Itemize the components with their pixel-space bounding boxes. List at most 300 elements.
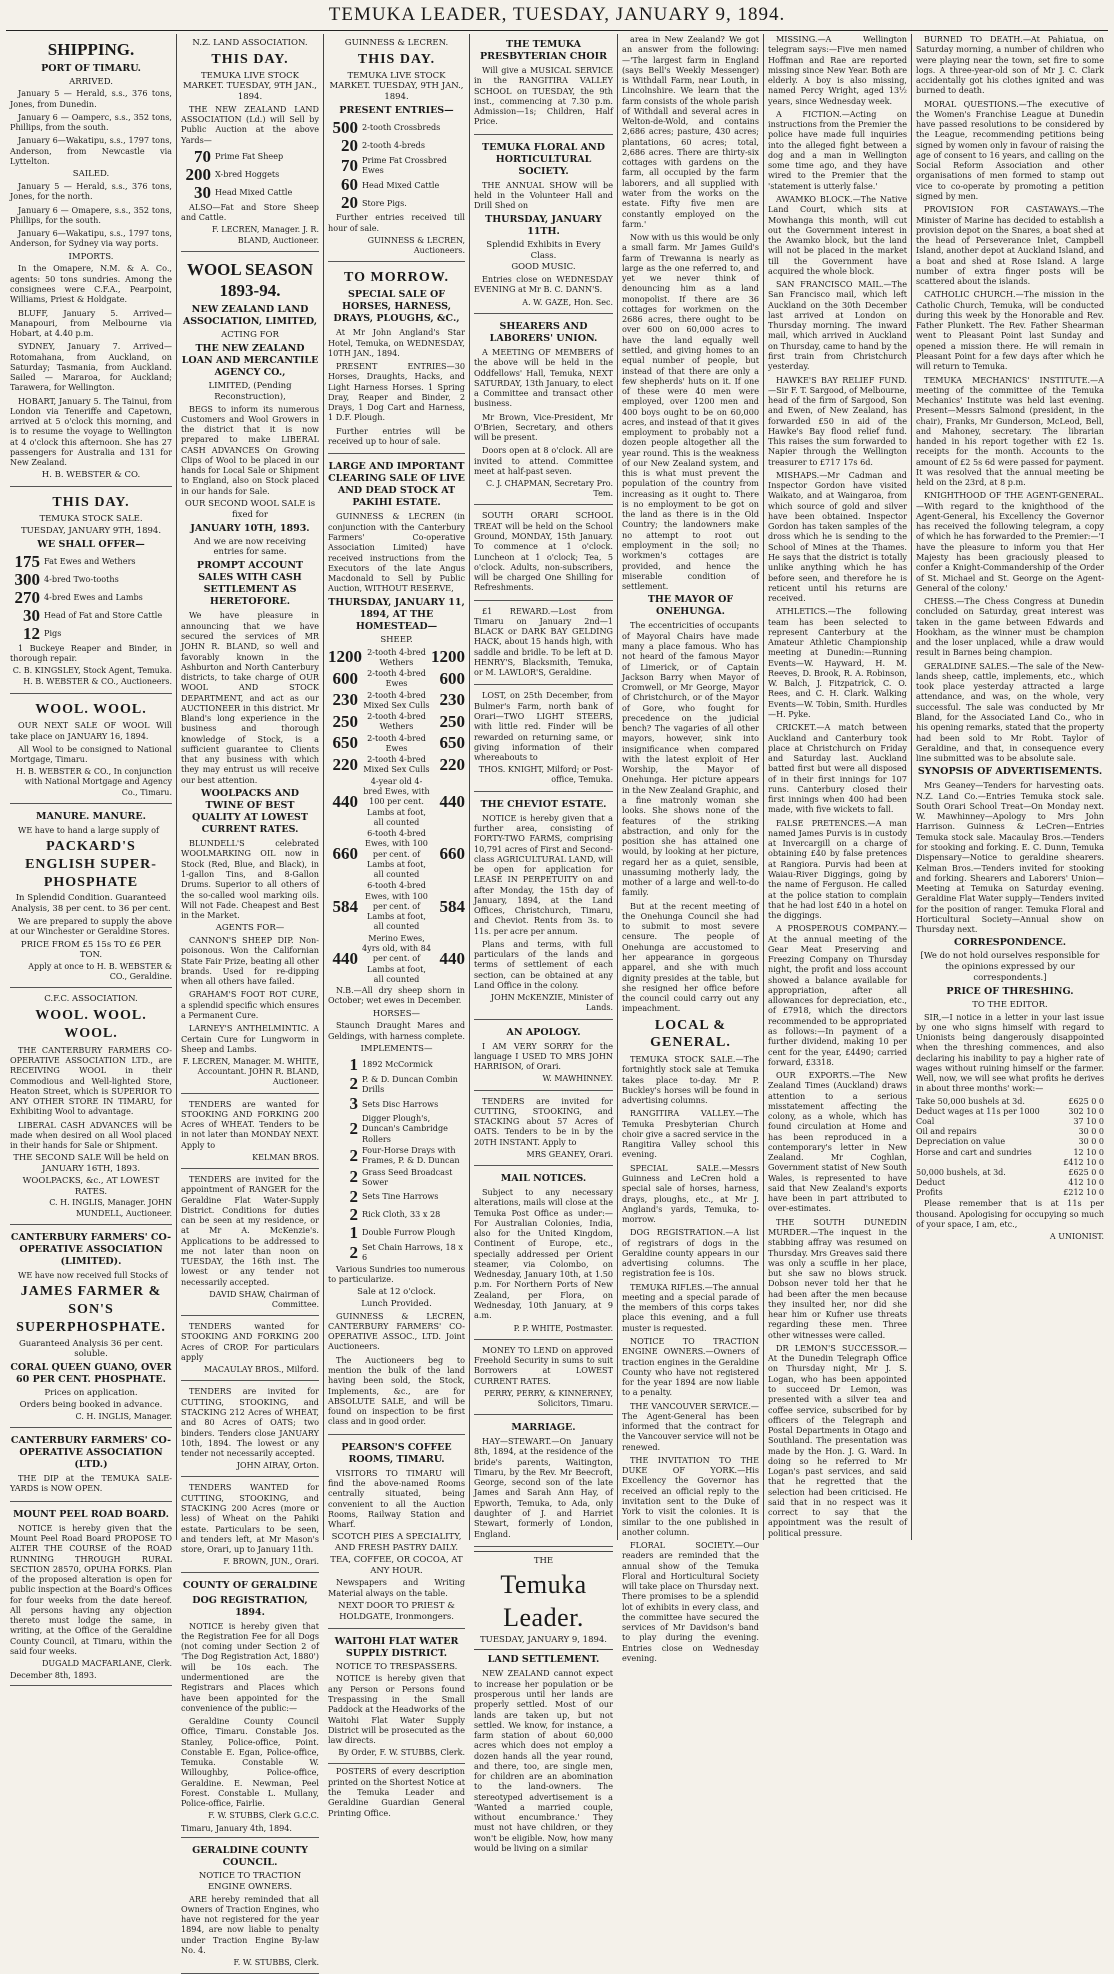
local-item: THE INVITATION TO THE DUKE OF YORK.—His Excellency the Governor has received an official reply to the invitation sent to the Duke of York to visit the colonies. It is similar to the one published in another column. [622,1454,759,1537]
sheep-count-right: 220 [439,754,465,774]
sheep-desc: 2-tooth 4-bred Mixed Sex Culls [363,754,430,775]
floral-ad [474,137,613,314]
tenders-text: TENDERS are invited for CUTTING, STOOKING, and STACKING 212 Acres of WHEAT, and 80 Acres of OATS; two binders. Tenders close JANUARY 10th, 1894. The lowest or any tender not necessarily accepted. [181,1386,319,1459]
offer-row [181,166,319,183]
implement-desc: Sets Tine Harrows [362,1191,439,1202]
implement-list [328,1056,465,1263]
mckenzie-sig: JOHN McKENZIE, Minister of Lands. [490,993,613,1013]
mail-heading: MAIL NOTICES. [500,1173,587,1185]
timaru-date: Timaru, January 4th, 1894. [181,1822,292,1833]
presby-text: Will give a MUSICAL SERVICE in the RANGITIRA VALLEY SCHOOL on TUESDAY, the 9th inst., commencing at 7.30 p.m. Admission—1s; Children, Half Price. [474,65,613,127]
local-item: DOG REGISTRATION.—A list of registrars of dogs in the Geraldine county appears in our advertising columns. The registration fee is 10s. [622,1227,759,1279]
offer-desc: Pigs [44,628,62,639]
limited-text: LIMITED, (Pending Reconstruction), [208,381,292,402]
sailed-label: SAILED. [72,169,110,180]
port-heading: PORT OF TIMARU. [41,62,141,74]
threshing-heading: PRICE OF THRESHING. [946,985,1074,997]
lost-ad [474,687,613,791]
cheviot-ad [474,794,613,1020]
webster-sig: H. B. WEBSTER & CO. [41,470,141,481]
brown-text: Mr Brown, Vice-President, Mr O'Brien, Secretary, and others will be present. [474,411,613,443]
traction-heading: NOTICE TO TRACTION ENGINE OWNERS. [198,1870,302,1892]
tenders-text: TENDERS are invited for the appointment of RANGER for the Geraldine Flat Water-Supply District. Conditions for duties can be seen at my residence, or at Mr A. McKenzie's. Applications to be addressed to me not later than noon on TUESDAY, the 16th inst. The lowest or any tender not necessarily accepted. [181,1173,319,1287]
sheep-count-right: 440 [439,791,465,811]
posters-text: POSTERS of every description printed on the Shortest Notice at the Temuka Leader and Geraldine Guardian General Printing Office. [328,1766,465,1818]
offer-row [10,589,172,606]
tenders-text: TENDERS WANTED for CUTTING, STOOKING, and STACKING 200 Acres (more or less) of Wheat on the Pahiki estate. Particulars to be seen, and tenders left, at Mr Mason's store, Orari, up to January 11th. [181,1482,319,1555]
masthead-rule [6,30,1108,31]
entry-row [328,119,465,136]
traction-ad [181,1840,319,1974]
dip-text: THE DIP at the TEMUKA SALE-YARDS is NOW OPEN. [10,1473,172,1494]
present-entries: PRESENT ENTRIES— [339,104,454,116]
tenders-ad [181,1171,319,1316]
sheep-row [328,711,465,732]
corr-note: [We do not hold ourselves responsible for the opinions expressed by our correspondents.] [920,951,1100,983]
perry-sig: PERRY, PERRY, & KINNERNEY, Solicitors, Timaru. [483,1388,613,1408]
implement-row [328,1056,465,1073]
sheep-row [328,733,465,754]
thursday-heading: THURSDAY, JANUARY 11TH. [485,213,602,237]
trespass-text: NOTICE is hereby given that any Person or Persons found Trespassing in the Small Paddock at the Headworks of the Waitohi Flat Water Supply District will be prosecuted as the law directs. [328,1673,465,1746]
offer-count: 12 [23,623,40,643]
sale-date: TUESDAY, JANUARY 9TH, 1894. [20,525,162,536]
tenders-ad [181,1479,319,1573]
further2-text: Further entries will be received up to hour of sale. [328,425,465,446]
arrived-label: ARRIVED. [69,76,113,87]
wool-season-heading: WOOL SEASON 1893-94. [186,259,314,301]
dip-ad [10,1430,172,1502]
sailed-item: January 6 — Omapere, s.s., 352 tons, Phillips, for the south. [10,204,172,225]
sheep-count: 440 [332,791,358,811]
masthead: TEMUKA LEADER, TUESDAY, JANUARY 9, 1894. [328,4,786,25]
cfc-heading: C.F.C. ASSOCIATION. [44,994,138,1005]
further-text: Further entries received till hour of sale. [328,212,465,233]
offer-count: 300 [14,569,40,589]
sheep-count: 600 [332,668,358,688]
sheep-count-right: 660 [439,844,465,864]
packard-sub: In Splendid Condition. Guaranteed Analysis, 38 per cent. to 36 per cent. [11,893,171,915]
mayor-text: But at the recent meeting of the Onehunga Council she had to submit to most severe censure. The people of Onehunga are accustomed to her appearance in gorgeous apparel, and she with much dignity presides at the table, but she resigned her office before the council could carry out any impeachment. [622,900,759,1014]
money-ad [474,1342,613,1415]
implement-row [328,1074,465,1095]
unionist-sig: A UNIONIST. [1049,1232,1104,1242]
news-item: OUR EXPORTS.—The New Zealand Times (Auckland) draws attention to a serious misstatement affecting the colony, as a whole, which has found circulation at Home and has been reproduced in a contemporary's letter in New Zealand. Mr Coghlan, Government statist of New South Wales, is represented to have said that New Zealand's exports have been in part attributed to over-estimates. [768,1070,907,1214]
price-row [916,1107,1104,1117]
entry-desc: Prime Fat Crossbred Ewes [362,154,447,176]
price-label: Coal [916,1117,935,1127]
tea: TEA, COFFEE, OR COCOA, AT ANY HOUR. [330,1554,463,1576]
entry-desc: 2-tooth Crossbreds [362,122,441,133]
sheep-row [328,828,465,879]
offer-row [10,571,172,588]
sheep-desc: 2-tooth 4-bred Wethers [367,646,426,667]
packard-apply: Apply at once to H. B. WEBSTER & CO., Geraldine. [28,962,172,982]
price-value: £625 0 0 [1068,1096,1104,1106]
implement-row [328,1095,465,1112]
offer-row [10,607,172,624]
nz-text: THE NEW ZEALAND LAND ASSOCIATION (Ld.) will Sell by Public Auction at the above Yards— [181,103,319,145]
packard-heading: PACKARD'S ENGLISH SUPER-PHOSPHATE [25,839,157,890]
music: GOOD MUSIC. [511,262,576,273]
price-value: 412 10 0 [1068,1178,1104,1187]
shipping-section [10,34,172,487]
sheep-row [328,647,465,668]
sailed-item: January 5 — Herald, s.s., 376 tons, Jones, for the north. [10,181,172,202]
sheep-row [328,754,465,775]
nz-loan-heading: THE NEW ZEALAND LOAN AND MERCANTILE AGENCY CO., [181,342,319,378]
newspapers-text: Newspapers and Writing Material always on the table. [328,1577,465,1598]
chapman-sig: C. J. CHAPMAN, Secretary Pro. Tem. [486,479,613,499]
kelman-sig: KELMAN BROS. [252,1152,319,1162]
pleasure-text: We have pleasure in announcing that we have secured the services of MR JOHN R. BLAND, so well and favorably known in the Ashburton and North Canterbury districts, to take charge of OUR WOOL AND STOCK DEPARTMENT, and act as our AUCTIONEER in this district. Mr Bland's long experience in the business and thorough knowledge of Stock, is a sufficient guarantee to Clients that any business with which they may entrust us will receive our best attention. [181,610,319,785]
knight-sig: THOS. KNIGHT, Milford; or Post-office, Temuka. [478,765,613,785]
this-day-heading: THIS DAY. [52,495,130,511]
airay-sig: JOHN AIRAY, Orton. [236,1461,319,1471]
news-item: CHESS.—The Chess Congress at Dunedin concluded on Saturday, great interest was taken in the game between Edwards and Hookham, as the winner must be champion and the loser unplaced, while a draw would result in Barnes being champion. [916,596,1104,658]
sheep-desc: 6-tooth 4-bred Ewes, with 100 per cent. of Lambs at foot, all counted [365,880,428,932]
nz-land-ad [181,34,319,252]
sheep-count-right: 650 [439,733,465,753]
sundries-text: Various Sundries too numerous to particularize. [328,1263,465,1284]
imports-text: In the Omapere, N.M. & A. Co., agents: 50 tons sundries. Among the consignees were C.F.A., Pearpoint, Williams, Priest & Holdgate. [10,263,172,305]
price-row [916,1127,1104,1137]
offer-desc: 4-bred Two-tooths [44,574,119,585]
imports-label: IMPORTS. [68,251,114,262]
price-row [916,1178,1104,1188]
entry-count: 70 [341,155,358,175]
sheep-count: 440 [332,948,358,968]
county-heading: COUNTY OF GERALDINE [182,1580,318,1592]
ccfa-ad [10,1227,172,1428]
sheep-desc: 4-year old 4-bred Ewes, with 100 per cent. Lambs at foot, all counted [363,775,430,827]
offer-row [10,625,172,642]
sheep-count: 250 [332,711,358,731]
floral-heading: TEMUKA FLORAL AND HORTICULTURAL SOCIETY. [482,141,605,177]
this-day-heading: THIS DAY. [211,51,289,67]
local-item: RANGITIRA VALLEY.—The Temuka Presbyterian Church choir give a sacred service in the Rangitira Valley school this evening. [622,1108,759,1160]
by-order-sig: By Order, F. W. STUBBS, Clerk. [338,1748,465,1758]
tenders-ad [181,1318,319,1381]
offer-count: 70 [194,146,211,166]
profits-value: £212 10 0 [1063,1188,1104,1198]
price-row [916,1137,1104,1147]
correspondence-heading: CORRESPONDENCE. [953,937,1067,949]
offer-desc: Head of Fat and Store Cattle [44,610,163,621]
sheep-count: 584 [332,896,358,916]
stock-sale-heading: TEMUKA STOCK SALE. [39,514,143,525]
offer-row [181,184,319,201]
guinness-heading: GUINNESS & LECREN. [344,38,449,48]
offer-desc: Fat Ewes and Wethers [44,556,136,567]
traction-text: ARE hereby reminded that all Owners of Traction Engines, who have not registered for the year 1894, are now liable to penalty under Traction Engine By-law No. 4. [181,1893,319,1955]
implement-row [328,1113,465,1144]
entry-count: 500 [332,117,358,137]
manure-text: WE have to hand a large supply of [18,824,160,835]
sheep-desc: 6-tooth 4-bred Ewes, with 100 per cent. of Lambs at foot, all counted [365,828,428,880]
implement-desc: Grass Seed Broadcast Sower [362,1166,453,1187]
webster-auct-sig: H. B. WEBSTER & CO., Auctioneers. [23,677,172,687]
offer-count: 30 [23,605,40,625]
implement-desc: Double Furrow Plough [362,1227,456,1238]
hobart-text: HOBART, January 5. The Tainui, from London via Teneriffe and Capetown, arrived at 5 o'clock this morning, and is to resume the voyage to Wellington at 4 o'clock this afternoon. She has 27 passengers for Australia and 131 for New Zealand. [10,395,172,468]
implement-count: 2 [349,1119,358,1139]
price-row [916,1117,1104,1127]
sheep-desc: Merino Ewes, 4yrs old, with 84 per cent. of Lambs at foot, all counted [362,932,431,984]
this-day-heading: THIS DAY. [357,51,436,67]
price-value: 30 0 0 [1078,1127,1104,1137]
to-editor: TO THE EDITOR. [972,999,1048,1010]
price-value: £625 0 0 [1068,1167,1104,1177]
kingsley-sig: C. B. KINGSLEY, Stock Agent, Temuka. [12,666,172,676]
entry-row [328,176,465,193]
implement-row [328,1188,465,1205]
apology-ad [474,1022,613,1091]
price-label: Horse and cart and sundries [916,1147,1032,1157]
shaw-sig: DAVID SHAW, Chairman of Committee. [209,1289,319,1310]
offer-row [181,148,319,165]
price-row [916,1148,1104,1158]
nzla-heading: NEW ZEALAND LAND ASSOCIATION, LIMITED, [182,303,318,328]
sailed-item: January 6—Wakatipu, s.s., 1797 tons, Anderson, for Sydney via way ports. [10,228,172,249]
profits-label: Profits [916,1188,943,1198]
presby-heading: THE TEMUKA PRESBYTERIAN CHOIR [480,39,607,63]
price-value: 12 10 0 [1073,1147,1104,1157]
article-para: Now with us this would be only a small farm. Mr James Guild's farm of Trewanna is nearly as large as the one referred to, and yet we never think of denouncing him as a land monopolist. If there are 36 cottages for workmen on the 2686 acres, there ought to be over 600 on 60,000 acres to have the land equally well settled, and giving homes to an equal number of people, but instead of that there are only a few shepherds' huts on it. If one of these were 40 men were employed, over 1200 men and 400 boys ought to be on 60,000 acres, and instead of that it gives employment to probably not a dozen people altogether all the year round. This is the weakness of our New Zealand system, and this is what must prevent the population of the country from increasing as it ought to. There is no employment to be got on the land as there is in the Old Country; the landowners make no attempt to root out employment in the soil; no workmen's cottages are provided, and hence the miserable condition of settlement. [622,232,759,592]
liberal-text: LIBERAL CASH ADVANCES will be made when desired on all Wool placed in their hands for Sale or Shipment. [10,1119,172,1151]
offer-desc: X-bred Hoggets [215,169,280,180]
implement-count: 3 [349,1094,358,1114]
implement-row [328,1242,465,1263]
sheep-row [328,933,465,984]
arrived-item: January 5 — Herald, s.s., 376 tons, Jones, from Dunedin. [10,88,172,109]
offer-desc: Head Mixed Cattle [215,187,293,198]
wool-sale-text: OUR NEXT SALE OF WOOL Will take place on JANUARY 16, 1894. [10,720,172,741]
entry-row [328,194,465,211]
stubbs-sig: F. W. STUBBS, Clerk G.C.C. [208,1811,319,1821]
south-orari-text: SOUTH ORARI SCHOOL TREAT will be held on the School Ground, MONDAY, 15th January. To commence at 1 o'clock. Luncheon at 1 o'clock; Tea, 5 o'clock. Adults, non-subscribers, will be charged One Shilling for Refreshments. [474,510,613,593]
mail-ad [474,1168,613,1340]
cheviot-text: NOTICE is hereby given that a further area, consisting of FORTY-TWO FARMS, comprising 10,791 acres of First and Second-class AGRICULTURAL LAND, will be open for application for LEASE IN PERPETUITY on and after Monday, the 15th day of January, 1894, at the Land Offices, Christchurch, Timaru, and Cheviot. Rents from 3s. to 11s. per acre per annum. [474,812,613,936]
ccfa-guar: Guaranteed Analysis 36 per cent. soluble. [18,1338,164,1360]
news-item: THE SOUTH DUNEDIN MURDER.—The inquest in the stabbing affray was resumed on Thursday. Mrs Greaves said there was only a scuffle in her place, but she saw no blows struck. Dobson never told her that he had been after the men because they insulted her, nor did she hear him or Kufner use threats regarding these men. Three other witnesses were called. [768,1216,907,1340]
apology-heading: AN APOLOGY. [506,1026,581,1038]
geaney-ad [474,1093,613,1166]
sheep-count: 230 [332,690,358,710]
local-item: TEMUKA STOCK SALE.—The fortnightly stock sale at Temuka takes place to-day. Mr P. Buckley's horses will be found in advertising columns. [622,1054,759,1106]
receiving: And we are now receiving entries for same. [193,536,307,558]
doors-text: Doors open at 8 o'clock. All are invited to attend. Committee meet at half-past seven. [474,445,613,476]
implement-desc: 1892 McCormick [362,1059,433,1070]
column-3 [323,34,469,1818]
inglis-sig: C. H. INGLIS, Manager. JOHN MUNDELL, Auctioneer. [49,1198,172,1218]
implement-count: 2 [349,1167,358,1187]
leader-title-box [474,1551,613,1651]
graham-text: GRAHAM'S FOOT ROT CURE, a splendid specific which ensures a Permanent Cure. [181,989,319,1020]
sheep-count: 1200 [328,647,362,667]
news-item: PROVISION FOR CASTAWAYS.—The Minister of Marine has decided to establish a provision depot on the Snares, a boat shed at the head of Perseverance Inlet, Campbell Island, another depot at Auckland Island, and a boat and shed at Rose Island. A large number of extra finger posts will be scattered about the islands. [916,204,1104,287]
implement-desc: Digger Plough's, Duncan's Cambridge Rollers [362,1113,448,1144]
news-item: BURNED TO DEATH.—At Pahiatua, on Saturday morning, a number of children who were playing near the town, set fire to some logs. A three-year-old son of Mr J. C. Clark accidentally got his clothes ignited and was burned to death. [916,34,1104,96]
price-label: Deduct wages at 11s per 1000 [916,1106,1040,1116]
gl-text: GUINNESS & LECREN (in conjunction with the Canterbury Farmers' Co-operative Association Limited) have received instructions from the Executors of the late Angus Macdonald to Sell by Public Auction, WITHOUT RESERVE, [328,511,465,594]
cheviot-plans: Plans and terms, with full particulars of the lands and terms of settlement of each section, can be obtained at any Land Office in the colony. [474,938,613,990]
visitors-text: VISITORS TO TIMARU will find the above-named Rooms centrally situated, being convenient to all the Auction Rooms, Railway Station and Wharf. [328,1467,465,1530]
synopsis-text: Mrs Geaney—Tenders for harvesting oats. N.Z. Land Co.—Entries Temuka stock sale. South Orari School Treat—On Monday next. W. Mawhinney—Apology to Mrs John Harrison. Guinness & LeCren—Entries Temuka stock sale. Macaulay Bros.—Tenders for stooking and forking. E. C. Dunn, Temuka Dispensary—Notice to geraldine shearers. Kelman Bros.—Tenders invited for stooking and forking. Shearers and Laborers' Union—Meeting at Temuka on Saturday evening. Geraldine Flat Water supply—Tenders invited for the position of ranger. Temuka Floral and Horticultural Society—Annual show on Thursday next. [916,780,1104,935]
nz-land-heading: N.Z. LAND ASSOCIATION. [192,38,308,48]
price-label: Depreciation on value [916,1137,1006,1147]
local-item: THE VANCOUVER SERVICE.—The Agent-General has been informed that the contract for the Vancouver service will not be renewed. [622,1400,759,1452]
reward-ad [474,603,613,686]
marriage-ad [474,1417,613,1547]
packard-text: We are prepared to supply the above at our Winchester or Geraldine Stores. [10,915,172,937]
news-item: TEMUKA MECHANICS' INSTITUTE.—A meeting of the committee of the Temuka Mechanics' Institute was held last evening. Present—Messrs Salmond (president, in the chair), Franks, Mr Gunderson, McLeod, Bell, and Mahoney, secretary. The librarian handed in his report together with £2 1s. receipts for the month. Accounts to the amount of £2 5s 6d were passed for payment. It was resolved that the annual meeting be held on the 23rd, at 8 p.m. [916,374,1104,488]
offer-desc: 4-bred Ewes and Lambs [44,592,143,603]
news-item: MORAL QUESTIONS.—The executive of the Women's Franchise League at Dunedin have passed resolutions to be considered by the League, recommending petitions being signed by women only in favour of raising the age of consent to 16 years, and calling on the Social Reform Association and other organisations of men formed to stamp out vice to co-operate by promoting a petition signed by men. [916,98,1104,201]
joint-text: GUINNESS & LECREN, CANTERBURY FARMERS' CO-OPERATIVE ASSOC., LTD. Joint Auctioneers. [328,1310,465,1352]
news-item: SAN FRANCISCO MAIL.—The San Francisco mail, which left Auckland on the 30th December last arrived at London on Thursday morning. The inward mail, which arrived in Auckland on Thursday, came to hand by the first train from Christchurch yesterday. [768,279,907,372]
entry-row [328,137,465,154]
large-sale-heading: LARGE AND IMPORTANT CLEARING SALE OF LIVE AND DEAD STOCK AT PAKIHI ESTATE. [328,461,465,509]
sheep-count-right: 1200 [431,647,465,667]
leader-title: Temuka Leader. [500,1569,587,1632]
news-item: GERALDINE SALES.—The sale of the New-lands sheep, cattle, implements, etc., which took place yesterday attracted a large attendance, and was, on the whole, very successful. The sale was conducted by Mr Bland, for the Associated Land Co., who in his opening remarks, stated that the property had been sold to Mr Robt. Taylor of Geraldine, and that, in consequence every line submitted was to be absolute sale. [916,660,1104,764]
dec-date: December 8th, 1893. [10,1670,97,1681]
local-item: NOTICE TO TRACTION ENGINE OWNERS.—Owners of traction engines in the Geraldine County who have not registered for the year 1894 are now liable to a penalty. [622,1336,759,1398]
macfarlane-sig: DUGALD MACFARLANE, Clerk. [42,1659,172,1669]
we-shall-offer: WE SHALL OFFER— [37,538,145,550]
gaze-sig: A. W. GAZE, Hon. Sec. [522,297,613,307]
dog-registration-ad [181,1575,319,1837]
offer-count: 30 [194,182,211,202]
tenders-ad [181,1096,319,1169]
mail-text: Subject to any necessary alterations, mails will close at the Temuka Post Office as under:—For Australian Colonies, India, also for the United Kingdom, Continent of Europe, etc., specially addressed per Orient steamer, via Colombo, on Wednesday, January 10th, at 1.50 p.m. For Northern Ports of New Zealand, per Flora, on Wednesday, 10th January, at 9 a.m. [474,1187,613,1321]
tenders-text: TENDERS are wanted for STOOKING AND FORKING 200 Acres of WHEAT. Tenders to be in not later than MONDAY NEXT. Apply to [181,1098,319,1150]
price-value: 30 0 0 [1078,1137,1104,1147]
entries-text: Entries close on WEDNESDAY EVENING at Mr B. C. DANN'S. [474,274,613,295]
white-sig: P. P. WHITE, Postmaster. [513,1323,613,1333]
sheep-row [328,776,465,827]
mount-peel-ad [10,1504,172,1686]
bluff-text: BLUFF, January 5. Arrived—Manapouri, from Melbourne via Hobart, at 4.40 p.m. [10,307,172,339]
marriage-text: HAY—STEWART.—On January 8th, 1894, at the residence of the bride's parents, Waitington, Timaru, by the Rev. Mr Beecroft, George, second son of the late James and Sarah Ann Hay, of Epworth, Temuka, to Ada, only daughter of J. and Harriet Stewart, formerly of London, England. [474,1436,613,1539]
letter-text: SIR,—I notice in a letter in your last issue by one who signs himself with regard to Unionists being dangerously disappointed when the threshing commences, and also declaring his inability to pay a higher rate of wages without ruining himself or the farmer. Well, now, we will see what profits he derives in about three months' work:— [916,1011,1104,1094]
closing-text: Please remember that is at 11s per thousand. Apologising for occupying so much of your space, I am, etc., [916,1198,1104,1229]
tlsm: TEMUKA LIVE STOCK MARKET. TUESDAY, 9TH JAN., 1894. [182,70,318,103]
tenders-text: TENDERS wanted for STOOKING AND FORKING 200 Acres of CROP. For particulars apply [181,1321,319,1363]
implements-label: IMPLEMENTS— [360,1043,433,1054]
tlsm: TEMUKA LIVE STOCK MARKET. TUESDAY, 9TH JAN., 1894. [329,70,464,103]
sheep-list [328,647,465,985]
prompt-heading: PROMPT ACCOUNT SALES WITH CASH SETTLEMENT AS HERETOFORE. [196,560,304,608]
sheep-row [328,668,465,689]
our-second: OUR SECOND WOOL SALE is fixed for [184,499,316,520]
gcc-heading: GERALDINE COUNTY COUNCIL. [192,1844,308,1868]
sheep-count-right: 230 [439,690,465,710]
local-general-heading: LOCAL & GENERAL. [650,1017,731,1051]
lost-text: LOST, on 25th December, from Bulmer's Farm, north bank of Orari—TWO LIGHT STEERS, with little red. Finder will be rewarded on returning same, or giving information of their whereabouts to [474,690,613,763]
price-label: Take 50,000 bushels at 3d. [916,1096,1025,1106]
sheep-count-right: 600 [439,668,465,688]
offer-desc: Prime Fat Sheep [215,151,284,162]
wool-season-ad [181,254,319,1094]
news-item: MISHAPS.—Mr Cadman and Inspector Gordon have visited Waikato, and at Waingaroa, from which source of gold and silver have been obtained. Inspector Gordon has taken samples of the dross which he is sending to the School of Mines at the Thames. He says that the district is totally unlike anything which he has before seen, and therefore he is reticent until his returns are received. [768,469,907,604]
entry-desc: Head Mixed Cattle [362,179,440,190]
waitohi-heading: WAITOHI FLAT WATER SUPPLY DISTRICT. [334,1635,459,1659]
sheep-desc: 2-tooth 4-bred Mixed Sex Culls [363,689,430,710]
implement-count: 2 [349,1074,358,1094]
sheep-count: 660 [332,844,358,864]
larney-text: LARNEY'S ANTHELMINTIC. A Certain Cure for Lungworm in Sheep and Lambs. [181,1023,319,1054]
scotch: SCOTCH PIES A SPECIALITY, AND FRESH PASTRY DAILY. [331,1532,462,1554]
inglis-mgr: C. H. INGLIS, Manager. [75,1411,172,1421]
cannon-text: CANNON'S SHEEP DIP. Non-poisonous. Won the Californian State Fair Prize, beating all other brands. Used for re-dipping when all others have failed. [181,935,319,987]
exhibits: Splendid Exhibits in Every Class. [486,239,601,261]
entries2-text: PRESENT ENTRIES—30 Horses, Draughts, Hacks, and Light Harness Horses. 1 Spring Dray, Reaper and Binder, 2 Drays, 1 Dog Cart and Harness, 1 D.F. Plough. [328,361,465,423]
manure-heading: MANURE. MANURE. [36,810,146,822]
wool-sale-ad [10,696,172,804]
news-item: MISSING.—A Wellington telegram says:—Five men named Hoffman and Rae are reported missing since New Year. Both are elderly. A boy is also missing, named Percy Wright, aged 13½ years, since Wednesday week. [768,34,907,106]
implement-desc: Four-Horse Drays with Frames, P. & D. Duncan [362,1145,460,1166]
implement-row [328,1206,465,1223]
packard-price: PRICE FROM £5 15s TO £6 PER TON. [20,939,162,961]
stubbs2-sig: F. W. STUBBS, Clerk. [233,1958,319,1968]
marriage-heading: MARRIAGE. [511,1422,576,1434]
implement-row [328,1167,465,1188]
profits-row [916,1188,1104,1198]
ccfa-text: WE have now received full Stocks of [18,1269,168,1280]
news-item: FALSE PRETENCES.—A man named James Purvis is in custody at Invercargill on a charge of obtaining £40 by false pretences at Rangiora. Purvis had been at Waiau-River Diggings, going by the name of Ferguson. He called at the police station to complain that he had lost £40 in a hotel on the diggings. [768,817,907,921]
second-sale: THE SECOND SALE Will be held on JANUARY 16TH, 1893. [13,1153,169,1175]
mount-peel-heading: MOUNT PEEL ROAD BOARD. [13,1508,169,1520]
tomorrow-ad [328,264,465,454]
shipping-heading: SHIPPING. [47,40,135,59]
also-text: ALSO—Fat and Store Sheep and Cattle. [181,201,319,223]
column-7 [911,34,1108,1540]
price-label: Deduct [916,1178,946,1187]
implement-count: 1 [349,1223,358,1243]
woolpacks-heading: WOOLPACKS AND TWINE OF BEST QUALITY AT LOWEST CURRENT RATES. [192,787,308,836]
entry-desc: 2-tooth 4-breds [362,140,425,151]
webster-stock-ad [10,489,172,693]
implement-count: 2 [349,1145,358,1165]
next-door: NEXT DOOR TO PRIEST & HOLDGATE, Ironmongers. [338,1600,455,1622]
shearers-ad [474,316,613,506]
brown-sig: F. BROWN, JUN., Orari. [223,1557,319,1567]
article-para: area in New Zealand? We got an answer from the following:—'The largest farm in England (says Bell's Weekly Messenger) is Withdall Farm, near Louth, in Lincolnshire. We learn that the farm consists of the whole parish of Withdall and several acres in Welton-de-Wold, and contains 2,686 acres; pasture, 430 acres; plantations, 60 acres; total, 2,686 acres. There are thirty-six cottages with gardens on the farm, all occupied by the farm laborers, and all supplied with water from the works on the estate. Fifty five men are constantly employed on the farm.' [622,34,759,229]
acting-for: ACTING FOR [221,330,279,341]
mawhinney-sig: W. MAWHINNEY. [542,1074,613,1084]
begs-text: BEGS to inform its numerous Customers and Wool Growers in the district that it is now prepared to make LIBERAL CASH ADVANCES On Growing Clips of Wool to be placed in our hands for Local Sale or Shipment to England, also on Stock placed in our hands for Sale. [181,403,319,496]
news-item: A FICTION.—Acting on instructions from the Premier the police have made full inquiries into the alleged fight between a dog and a man in Wellington some time ago, and they have wired to the Premier that the 'statement is utterly false.' [768,108,907,191]
cfc-wool-ad [10,990,172,1224]
column-1 [6,34,176,1681]
trespass-heading: NOTICE TO TRESPASSERS. [335,1661,458,1672]
synopsis-heading: SYNOPSIS OF ADVERTISEMENTS. [917,766,1103,778]
entry-count: 60 [341,175,358,195]
wool3-heading: WOOL. WOOL. WOOL. [35,1008,147,1041]
horses-text: Staunch Draught Mares and Geldings, with harness complete. [328,1020,465,1041]
jan10: JANUARY 10TH, 1893. [190,522,310,534]
tenders-text: TENDERS are invited for CUTTING, STOOKING, and STACKING about 57 Acres of OATS. Tenders to be in by the 20TH INSTANT. Apply to [474,1095,613,1147]
waitohi-ad [328,1631,465,1765]
wool-consign-text: All Wool to be consigned to National Mortgage, Timaru. [10,743,172,765]
entry-count: 20 [341,193,358,213]
lecren2-sig: F. LECREN, Manager. M. WHITE, Accountant. JOHN R. BLAND, Auctioneer. [182,1057,319,1087]
implement-desc: P. & D. Duncan Combin Drills [362,1073,458,1094]
column-5 [617,34,763,1663]
the-label: THE [533,1555,554,1566]
